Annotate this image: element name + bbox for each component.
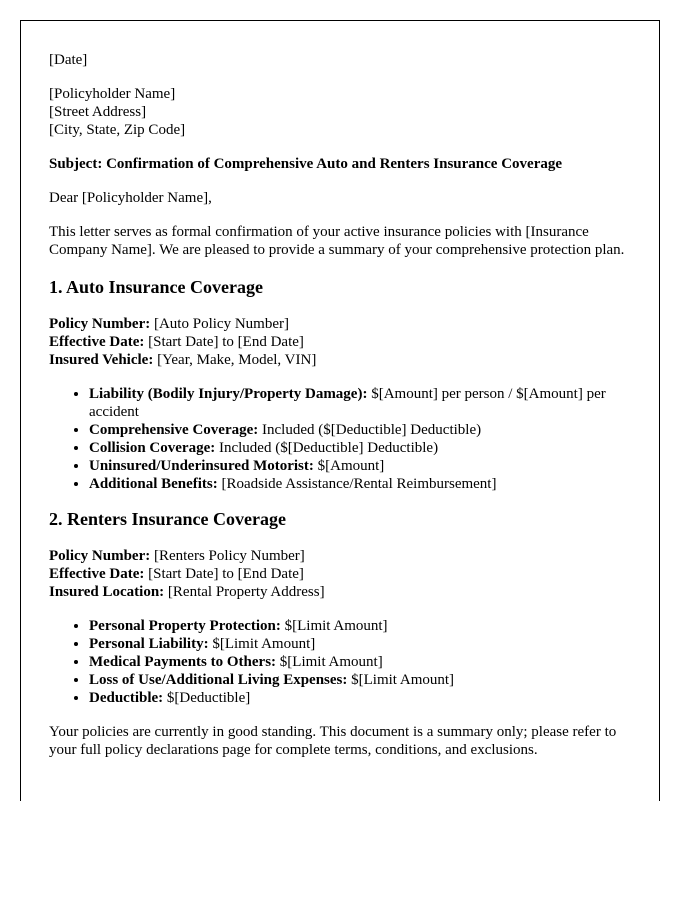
address-line: [Street Address] bbox=[49, 104, 147, 120]
renters-section-heading: 2. Renters Insurance Coverage bbox=[49, 509, 286, 529]
auto-coverage-item bbox=[89, 421, 639, 439]
detail-value: [Rental Property Address] bbox=[164, 584, 325, 600]
coverage-value: [Roadside Assistance/Rental Reimbursement] bbox=[217, 476, 497, 492]
auto-coverage-list bbox=[49, 385, 639, 493]
coverage-label: Deductible: bbox=[89, 690, 164, 706]
auto-insured-vehicle bbox=[49, 351, 639, 369]
detail-value: [Start Date] to [End Date] bbox=[144, 334, 304, 350]
coverage-label: Comprehensive Coverage: bbox=[89, 422, 259, 438]
renters-coverage-item bbox=[89, 671, 639, 689]
renters-coverage-item bbox=[89, 653, 639, 671]
auto-policy-number bbox=[49, 315, 639, 333]
coverage-label: Additional Benefits: bbox=[89, 476, 218, 492]
letter-closing: Your policies are currently in good standing. This document is a summary only; please refer to your full policy declarations page for complete terms, conditions, and exclusions. bbox=[49, 724, 617, 758]
letter-page bbox=[20, 20, 660, 801]
letter-date: [Date] bbox=[49, 52, 88, 68]
auto-effective-date bbox=[49, 333, 639, 351]
detail-value: [Start Date] to [End Date] bbox=[144, 566, 304, 582]
renters-coverage-item bbox=[89, 617, 639, 635]
renters-coverage-item bbox=[89, 689, 639, 707]
coverage-value: $[Limit Amount] bbox=[208, 636, 316, 652]
renters-policy-details bbox=[49, 547, 639, 601]
auto-coverage-item bbox=[89, 457, 639, 475]
auto-coverage-item bbox=[89, 475, 639, 493]
letter-content bbox=[49, 51, 639, 759]
renters-effective-date bbox=[49, 565, 639, 583]
coverage-value: Included ($[Deductible] Deductible) bbox=[258, 422, 482, 438]
coverage-label: Liability (Bodily Injury/Property Damage): bbox=[89, 386, 368, 402]
coverage-value: $[Limit Amount] bbox=[280, 618, 388, 634]
detail-value: [Auto Policy Number] bbox=[150, 316, 289, 332]
coverage-value: $[Limit Amount] bbox=[276, 654, 383, 670]
address-line: [City, State, Zip Code] bbox=[49, 122, 186, 138]
detail-value: [Renters Policy Number] bbox=[150, 548, 305, 564]
recipient-address bbox=[49, 85, 639, 139]
coverage-value: $[Deductible] bbox=[163, 690, 251, 706]
renters-insured-location bbox=[49, 583, 639, 601]
coverage-value: $[Amount] per person / $[Amount] per accident bbox=[89, 386, 606, 420]
coverage-value: $[Limit Amount] bbox=[347, 672, 455, 688]
auto-coverage-item bbox=[89, 385, 639, 421]
address-line: [Policyholder Name] bbox=[49, 86, 176, 102]
coverage-value: Included ($[Deductible] Deductible) bbox=[215, 440, 439, 456]
detail-label: Effective Date: bbox=[49, 566, 145, 582]
renters-coverage-item bbox=[89, 635, 639, 653]
letter-subject: Subject: Confirmation of Comprehensive Auto and Renters Insurance Coverage bbox=[49, 156, 563, 172]
renters-policy-number bbox=[49, 547, 639, 565]
coverage-label: Medical Payments to Others: bbox=[89, 654, 277, 670]
renters-coverage-list bbox=[49, 617, 639, 707]
detail-label: Insured Vehicle: bbox=[49, 352, 154, 368]
coverage-label: Loss of Use/Additional Living Expenses: bbox=[89, 672, 348, 688]
detail-value: [Year, Make, Model, VIN] bbox=[153, 352, 317, 368]
letter-intro: This letter serves as formal confirmation of your active insurance policies with [Insurance Company Name]. We are pleased to provide a summary of your comprehensive protection plan. bbox=[49, 224, 625, 258]
coverage-label: Personal Property Protection: bbox=[89, 618, 281, 634]
auto-coverage-item bbox=[89, 439, 639, 457]
letter-salutation: Dear [Policyholder Name], bbox=[49, 190, 212, 206]
auto-section-heading: 1. Auto Insurance Coverage bbox=[49, 277, 263, 297]
detail-label: Policy Number: bbox=[49, 548, 151, 564]
detail-label: Effective Date: bbox=[49, 334, 145, 350]
coverage-label: Uninsured/Underinsured Motorist: bbox=[89, 458, 314, 474]
coverage-value: $[Amount] bbox=[313, 458, 385, 474]
coverage-label: Personal Liability: bbox=[89, 636, 209, 652]
detail-label: Insured Location: bbox=[49, 584, 165, 600]
auto-policy-details bbox=[49, 315, 639, 369]
detail-label: Policy Number: bbox=[49, 316, 151, 332]
coverage-label: Collision Coverage: bbox=[89, 440, 216, 456]
